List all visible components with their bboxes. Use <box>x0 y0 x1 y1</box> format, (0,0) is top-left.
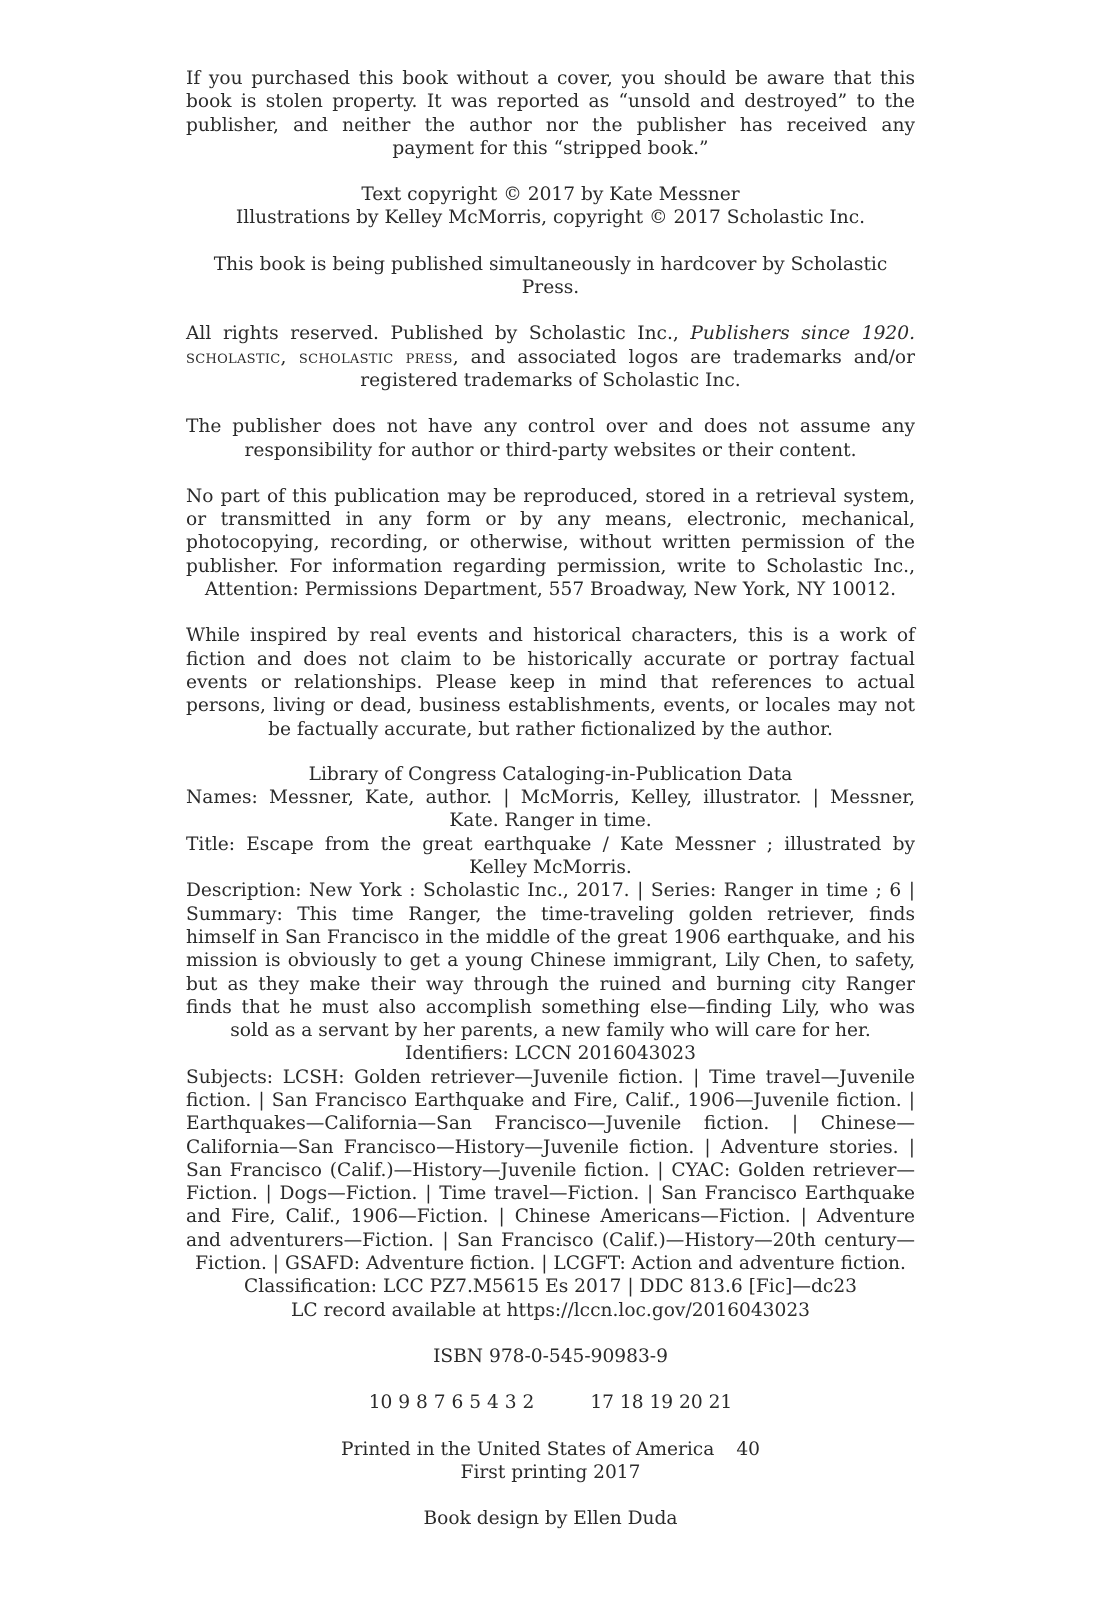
scholastic-trademarks: scholastic, scholastic press <box>186 346 453 368</box>
printed-code: 40 <box>736 1438 760 1460</box>
rights-statement <box>186 322 915 392</box>
printing-line <box>186 1391 915 1414</box>
reproduction-notice: No part of this publication may be reproduced, stored in a retrieval system, or transmitted in any form or by any means, electronic, mechanical, photocopying, recording, or otherwise, without written permission of the publisher. For information regarding permission, write to Scholastic Inc., Attention: Permissions Department, 557 Broadway, New York, NY 10012. <box>186 485 915 601</box>
stripped-book-notice: If you purchased this book without a cover, you should be aware that this book is stolen property. It was reported as “unsold and destroyed” to the publisher, and neither the author nor the publisher has received any payment for this “stripped book.” <box>186 68 915 159</box>
printed-in <box>186 1438 915 1461</box>
hardcover-note: This book is being published simultaneously in hardcover by Scholastic Press. <box>213 253 888 299</box>
cip-data-block <box>186 763 915 1322</box>
cip-description: Description: New York : Scholastic Inc., 2017. | Series: Ranger in time ; 6 | Summary: This time Ranger, the time-traveling golden retriever, finds himself in San Francisco in the middle of the great 1906 earthquake, and his mission is obviously to get a young Chinese immigrant, Lily Chen, to safety, but as they make their way through the ruined and burning city Ranger finds that he must also accomplish something else—finding Lily, who was sold as a servant by her parents, a new family who will care for her. <box>186 880 915 1042</box>
first-printing: First printing 2017 <box>460 1461 641 1483</box>
cip-heading: Library of Congress Cataloging-in-Publication Data <box>308 763 793 785</box>
cip-identifiers: Identifiers: LCCN 2016043023 <box>405 1043 696 1065</box>
publishers-since: Publishers since 1920. <box>690 323 916 345</box>
printed-in-country: Printed in the United States of America <box>341 1438 715 1460</box>
cip-lc-record: LC record available at https://lccn.loc.gov/2016043023 <box>290 1299 811 1321</box>
text-copyright: Text copyright © 2017 by Kate Messner <box>361 184 740 206</box>
printing-numbers: 10 9 8 7 6 5 4 3 2 <box>368 1392 535 1414</box>
printing-years: 17 18 19 20 21 <box>590 1392 733 1414</box>
cip-names: Names: Messner, Kate, author. | McMorris, Kelley, illustrator. | Messner, Kate. Ranger in time. <box>186 787 915 832</box>
cip-subjects: Subjects: LCSH: Golden retriever—Juvenile fiction. | Time travel—Juvenile fiction. | San Francisco Earthquake and Fire, Calif., 1906—Juvenile fiction. | Earthquakes—California—San Francisco—Juvenile fiction. | Chinese—California—San Francisco—History—Juvenile fiction. | Adventure stories. | San Francisco (Calif.)—History—Juvenile fiction. | CYAC: Golden retriever—Fiction. | Dogs—Fiction. | Time travel—Fiction. | San Francisco Earthquake and Fire, Calif., 1906—Fiction. | Chinese Americans—Fiction. | Adventure and adventurers—Fiction. | San Francisco (Calif.)—History—20th century—Fiction. | GSAFD: Adventure fiction. | LCGFT: Action and adventure fiction. <box>186 1066 915 1275</box>
illustrations-copyright: Illustrations by Kelley McMorris, copyright © 2017 Scholastic Inc. <box>235 207 866 229</box>
book-design-credit: Book design by Ellen Duda <box>423 1508 678 1530</box>
rights-lead: All rights reserved. Published by Scholastic Inc., <box>186 323 691 345</box>
cip-title: Title: Escape from the great earthquake / Kate Messner ; illustrated by Kelley McMorris. <box>186 833 915 879</box>
copyright-page <box>186 67 915 1530</box>
rights-tail: , and associated logos are trademarks and/or registered trademarks of Scholastic Inc. <box>360 346 916 391</box>
publisher-disclaimer: The publisher does not have any control over and does not assume any responsibility for author or third-party websites or their content. <box>186 416 915 461</box>
cip-classification: Classification: LCC PZ7.M5615 Es 2017 | DDC 813.6 [Fic]—dc23 <box>244 1276 857 1298</box>
isbn: ISBN 978-0-545-90983-9 <box>433 1345 668 1367</box>
fiction-notice: While inspired by real events and historical characters, this is a work of fiction and does not claim to be historically accurate or portray factual events or relationships. Please keep in mind that references to actual persons, living or dead, business establishments, events, or locales may not be factually accurate, but rather fictionalized by the author. <box>186 625 915 740</box>
